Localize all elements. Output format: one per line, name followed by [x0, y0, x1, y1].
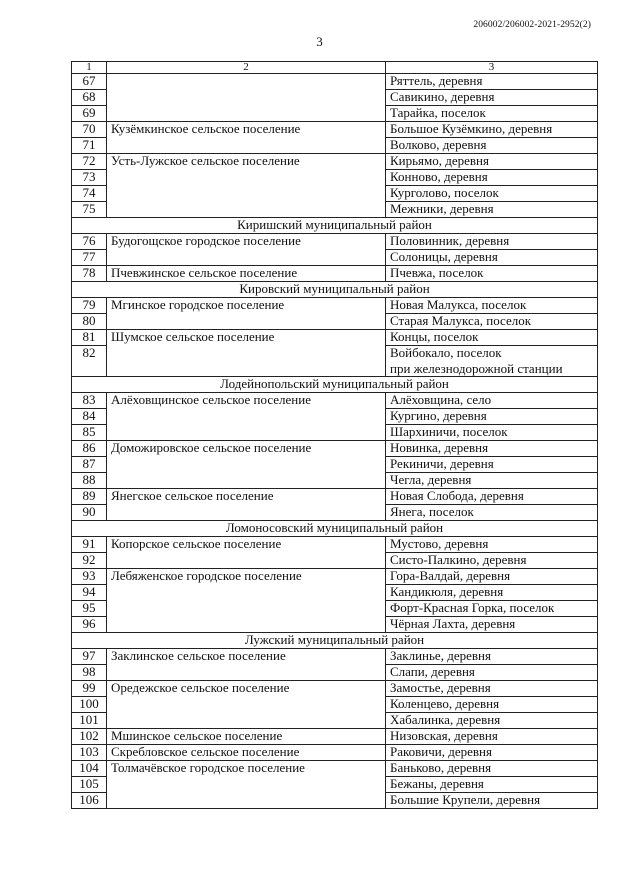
row-number: 94 [72, 585, 107, 601]
row-number: 105 [72, 777, 107, 793]
document-id: 206002/206002-2021-2952(2) [473, 20, 591, 30]
settlements-table [71, 61, 598, 809]
table-row [72, 553, 598, 569]
table-row [72, 409, 598, 425]
locality-name: Заклинье, деревня [386, 649, 598, 665]
locality-name: Низовская, деревня [386, 729, 598, 745]
table-row [72, 601, 598, 617]
locality-name: Курголово, поселок [386, 186, 598, 202]
row-number: 87 [72, 457, 107, 473]
row-number: 96 [72, 617, 107, 633]
table-row [72, 745, 598, 761]
table-row [72, 537, 598, 553]
row-number: 70 [72, 122, 107, 138]
locality-name: Ряттель, деревня [386, 74, 598, 90]
table-row [72, 793, 598, 809]
locality-name: Тарайка, поселок [386, 106, 598, 122]
district-name: Кировский муниципальный район [72, 282, 598, 298]
locality-name: Форт-Красная Горка, поселок [386, 601, 598, 617]
row-number: 69 [72, 106, 107, 122]
table-row [72, 729, 598, 745]
table-row [72, 585, 598, 601]
district-name: Киришский муниципальный район [72, 218, 598, 234]
locality-name: Слапи, деревня [386, 665, 598, 681]
table-row [72, 298, 598, 314]
settlement-name [107, 697, 386, 713]
row-number: 76 [72, 234, 107, 250]
settlement-name: Алёховщинское сельское поселение [107, 393, 386, 409]
settlement-name [107, 505, 386, 521]
column-header-number: 1 [72, 62, 107, 74]
settlement-name [107, 665, 386, 681]
table-row [72, 617, 598, 633]
table-row [72, 505, 598, 521]
row-number: 99 [72, 681, 107, 697]
locality-name: Шархиничи, поселок [386, 425, 598, 441]
table-row [72, 170, 598, 186]
settlement-name: Янегское сельское поселение [107, 489, 386, 505]
district-name: Ломоносовский муниципальный район [72, 521, 598, 537]
locality-name: Алёховщина, село [386, 393, 598, 409]
locality-name: Новая Малукса, поселок [386, 298, 598, 314]
table-row [72, 122, 598, 138]
table-row [72, 202, 598, 218]
row-number: 82 [72, 346, 107, 377]
locality-name: Новая Слобода, деревня [386, 489, 598, 505]
row-number: 100 [72, 697, 107, 713]
row-number: 85 [72, 425, 107, 441]
settlement-name: Заклинское сельское поселение [107, 649, 386, 665]
settlement-name [107, 90, 386, 106]
district-name: Лодейнопольский муниципальный район [72, 377, 598, 393]
locality-name: Замостье, деревня [386, 681, 598, 697]
locality-name: Кургино, деревня [386, 409, 598, 425]
locality-name: Рекиничи, деревня [386, 457, 598, 473]
settlement-name [107, 106, 386, 122]
settlement-name [107, 777, 386, 793]
row-number: 67 [72, 74, 107, 90]
settlement-name: Лебяженское городское поселение [107, 569, 386, 585]
row-number: 97 [72, 649, 107, 665]
settlement-name [107, 409, 386, 425]
table-row [72, 90, 598, 106]
table-row [72, 74, 598, 90]
row-number: 98 [72, 665, 107, 681]
table-row [72, 266, 598, 282]
table-row [72, 330, 598, 346]
locality-name: Волково, деревня [386, 138, 598, 154]
page-number: 3 [316, 34, 323, 49]
locality-name-line: Войбокало, поселок [390, 345, 502, 360]
row-number: 106 [72, 793, 107, 809]
row-number: 93 [72, 569, 107, 585]
locality-name: Концы, поселок [386, 330, 598, 346]
row-number: 79 [72, 298, 107, 314]
district-name: Лужский муниципальный район [72, 633, 598, 649]
row-number: 95 [72, 601, 107, 617]
locality-name: Бежаны, деревня [386, 777, 598, 793]
table-row [72, 681, 598, 697]
locality-name: Гора-Валдай, деревня [386, 569, 598, 585]
row-number: 80 [72, 314, 107, 330]
table-row [72, 314, 598, 330]
table-row [72, 761, 598, 777]
settlement-name: Пчевжинское сельское поселение [107, 266, 386, 282]
row-number: 84 [72, 409, 107, 425]
table-row [72, 489, 598, 505]
locality-name: Хабалинка, деревня [386, 713, 598, 729]
settlement-name [107, 473, 386, 489]
row-number: 81 [72, 330, 107, 346]
row-number: 83 [72, 393, 107, 409]
district-section-row [72, 633, 598, 649]
table-row [72, 457, 598, 473]
row-number: 104 [72, 761, 107, 777]
row-number: 89 [72, 489, 107, 505]
locality-name: Старая Малукса, поселок [386, 314, 598, 330]
column-header-settlement: 2 [107, 62, 386, 74]
settlement-name: Доможировское сельское поселение [107, 441, 386, 457]
locality-name: Большие Крупели, деревня [386, 793, 598, 809]
table-row [72, 569, 598, 585]
row-number: 86 [72, 441, 107, 457]
table-row [72, 234, 598, 250]
district-section-row [72, 218, 598, 234]
row-number: 77 [72, 250, 107, 266]
locality-name: Янега, поселок [386, 505, 598, 521]
locality-name: Кирьямо, деревня [386, 154, 598, 170]
locality-name: Чегла, деревня [386, 473, 598, 489]
locality-name: Новинка, деревня [386, 441, 598, 457]
table-row [72, 665, 598, 681]
locality-name: Половинник, деревня [386, 234, 598, 250]
settlement-name: Скребловское сельское поселение [107, 745, 386, 761]
locality-name: Пчевжа, поселок [386, 266, 598, 282]
district-section-row [72, 282, 598, 298]
settlement-name [107, 617, 386, 633]
row-number: 90 [72, 505, 107, 521]
table-row [72, 713, 598, 729]
settlement-name: Мгинское городское поселение [107, 298, 386, 314]
settlement-name [107, 457, 386, 473]
table-row [72, 346, 598, 377]
table-header-row [72, 62, 598, 74]
district-section-row [72, 521, 598, 537]
table-row [72, 425, 598, 441]
table-row [72, 441, 598, 457]
settlement-name [107, 346, 386, 377]
settlement-name [107, 793, 386, 809]
locality-name: Раковичи, деревня [386, 745, 598, 761]
row-number: 92 [72, 553, 107, 569]
table-row [72, 186, 598, 202]
row-number: 88 [72, 473, 107, 489]
settlement-name [107, 713, 386, 729]
row-number: 73 [72, 170, 107, 186]
row-number: 68 [72, 90, 107, 106]
settlement-name [107, 250, 386, 266]
settlement-name [107, 601, 386, 617]
table-row [72, 697, 598, 713]
locality-name: Мустово, деревня [386, 537, 598, 553]
locality-name: Конново, деревня [386, 170, 598, 186]
settlement-name: Шумское сельское поселение [107, 330, 386, 346]
row-number: 71 [72, 138, 107, 154]
locality-name: Солоницы, деревня [386, 250, 598, 266]
locality-name: Коленцево, деревня [386, 697, 598, 713]
row-number: 74 [72, 186, 107, 202]
table-row [72, 777, 598, 793]
settlement-name: Усть-Лужское сельское поселение [107, 154, 386, 170]
table-row [72, 250, 598, 266]
locality-name-line: при железнодорожной станции [390, 361, 563, 376]
settlement-name [107, 425, 386, 441]
settlement-name [107, 170, 386, 186]
settlement-name [107, 553, 386, 569]
settlement-name [107, 138, 386, 154]
settlement-name: Мшинское сельское поселение [107, 729, 386, 745]
settlement-name [107, 314, 386, 330]
settlement-name: Толмачёвское городское поселение [107, 761, 386, 777]
settlement-name [107, 202, 386, 218]
locality-name: Савикино, деревня [386, 90, 598, 106]
table-row [72, 154, 598, 170]
table-row [72, 649, 598, 665]
row-number: 75 [72, 202, 107, 218]
settlement-name: Кузёмкинское сельское поселение [107, 122, 386, 138]
settlement-name [107, 186, 386, 202]
row-number: 103 [72, 745, 107, 761]
row-number: 91 [72, 537, 107, 553]
settlement-name: Будогощское городское поселение [107, 234, 386, 250]
row-number: 78 [72, 266, 107, 282]
locality-name: Межники, деревня [386, 202, 598, 218]
locality-name: Большое Кузёмкино, деревня [386, 122, 598, 138]
table-row [72, 138, 598, 154]
table-row [72, 473, 598, 489]
table-row [72, 393, 598, 409]
settlement-name: Копорское сельское поселение [107, 537, 386, 553]
locality-name [386, 346, 598, 377]
row-number: 101 [72, 713, 107, 729]
column-header-place: 3 [386, 62, 598, 74]
locality-name: Баньково, деревня [386, 761, 598, 777]
district-section-row [72, 377, 598, 393]
settlement-name [107, 585, 386, 601]
settlement-name [107, 74, 386, 90]
locality-name: Систо-Палкино, деревня [386, 553, 598, 569]
row-number: 72 [72, 154, 107, 170]
locality-name: Чёрная Лахта, деревня [386, 617, 598, 633]
settlement-name: Оредежское сельское поселение [107, 681, 386, 697]
locality-name: Кандикюля, деревня [386, 585, 598, 601]
table-row [72, 106, 598, 122]
row-number: 102 [72, 729, 107, 745]
